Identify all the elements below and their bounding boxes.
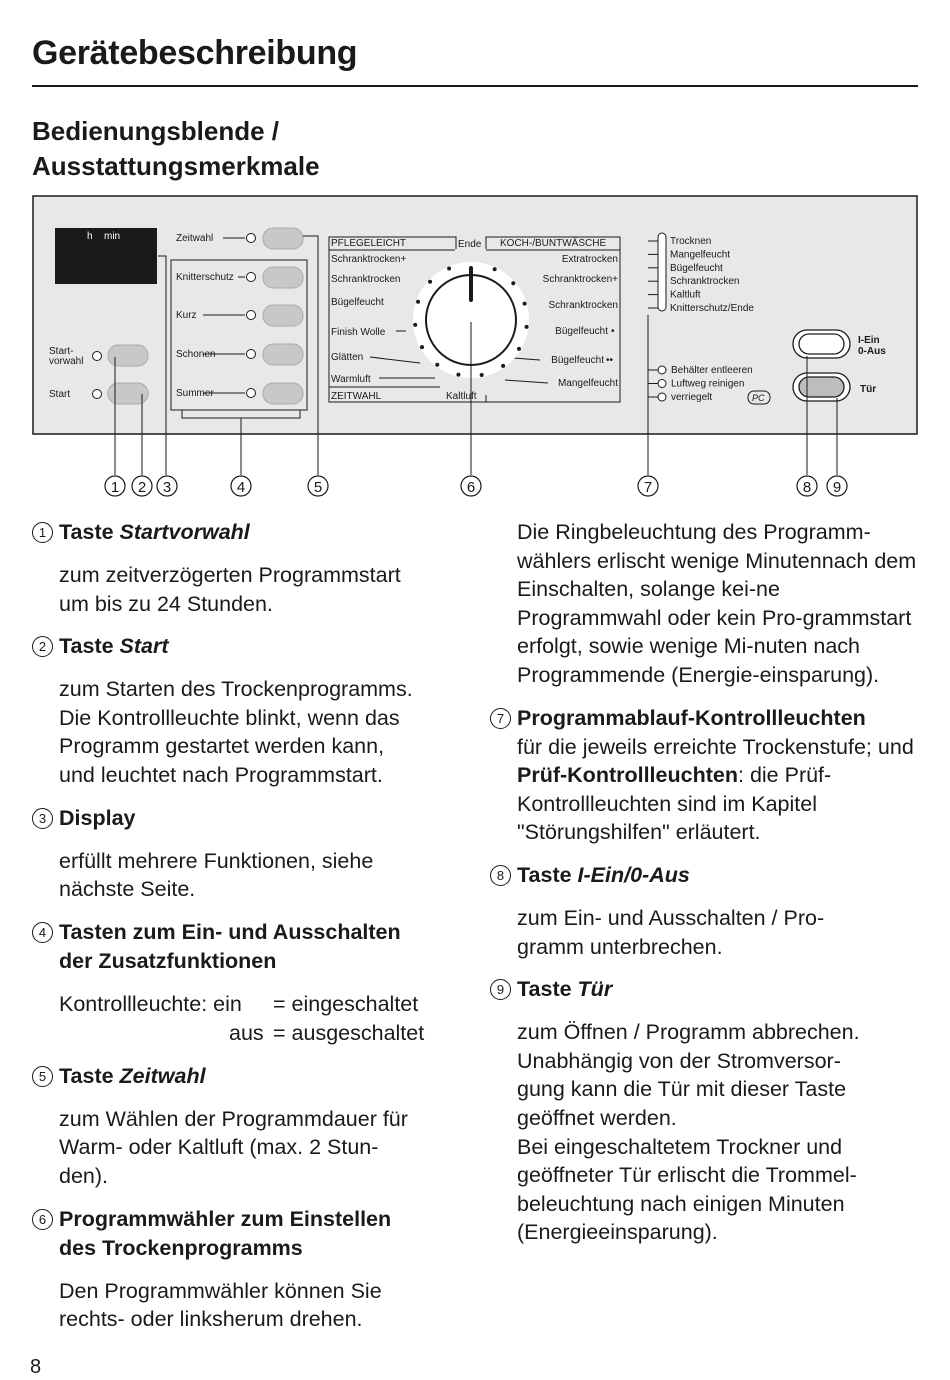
callout-number: 2 xyxy=(137,479,147,496)
display-hours-label: h xyxy=(87,231,93,242)
text-line: Unabhängig von der Stromversor- xyxy=(517,1048,841,1073)
check-label: Luftweg reinigen xyxy=(671,378,745,390)
function-indicator xyxy=(247,311,256,320)
pflegeleicht-item: Warmluft xyxy=(331,374,371,385)
check-indicator xyxy=(658,380,666,388)
section-title-line-2: Ausstattungsmerkmale xyxy=(32,151,320,181)
stage-label: Knitterschutz/Ende xyxy=(670,303,754,314)
legend-off-label: aus xyxy=(229,1020,264,1045)
check-indicator xyxy=(658,393,666,401)
item-body xyxy=(32,561,462,618)
legend-label: Kontrollleuchte: ein xyxy=(59,991,242,1016)
item-tuer: 9 Taste Tür zum Öffnen / Programm abbrechen. Unabhängig von der Stromversor- gung kann die Tür mit dieser Taste geöffnet werden. Bei eingeschaltetem Trockner und geöffneter Tür erlischt die Trommel- beleuchtung nach einigen Minuten (Energieeinsparung). xyxy=(490,975,925,1247)
koch-item: Extratrocken xyxy=(561,254,618,265)
function-indicator xyxy=(247,273,256,282)
section-title xyxy=(32,114,320,184)
text-line: grammstart erfolgt, sowie wenige Mi- xyxy=(517,605,912,659)
item-number: 5 xyxy=(32,1066,53,1087)
item-body: für die jeweils erreichte Trockenstufe; und Prüf-Kontrollleuchten: die Prüf-Kontrollleuchten sind im Kapitel "Störungshilfen" erläutert. xyxy=(517,734,914,845)
pflegeleicht-item: Finish Wolle xyxy=(331,327,386,338)
item-body xyxy=(32,675,462,789)
item-body xyxy=(490,904,925,961)
callout-number: 7 xyxy=(643,479,653,496)
control-panel-diagram xyxy=(0,190,950,500)
text-line: Programm gestartet werden kann, xyxy=(59,734,385,759)
text-line: Die Ringbeleuchtung des Programm- xyxy=(517,520,871,544)
item-number: 1 xyxy=(32,522,53,543)
page-number: 8 xyxy=(30,1356,42,1378)
koch-item: Bügelfeucht xyxy=(555,326,608,337)
kaltluft-label: Kaltluft xyxy=(446,391,477,402)
stage-label: Trocknen xyxy=(670,236,712,247)
door-button[interactable] xyxy=(799,377,844,397)
dial-position-dot xyxy=(413,323,417,327)
pflegeleicht-item: Schranktrocken xyxy=(331,274,401,285)
stage-label: Mangelfeucht xyxy=(670,249,731,261)
item-programmwaehler: 6 Programmwähler zum Einstellen des Trockenprogramms Den Programmwähler können Sie rechts- oder linksherum drehen. xyxy=(32,1205,462,1334)
text-line: Warm- oder Kaltluft (max. 2 Stun- xyxy=(59,1135,379,1160)
stage-label: Kaltluft xyxy=(670,289,701,301)
item-programmwaehler-continued xyxy=(490,518,925,690)
item-number: 9 xyxy=(490,979,511,1000)
item-number: 4 xyxy=(32,922,53,943)
dial-position-dot xyxy=(493,267,497,271)
function-button[interactable] xyxy=(263,383,303,404)
dial-position-dot xyxy=(416,300,420,304)
text-line: um bis zu 24 Stunden. xyxy=(59,591,273,616)
dial-position-dot xyxy=(525,325,529,329)
callout-numbers xyxy=(105,476,847,496)
pflegeleicht-item: Schranktrocken+ xyxy=(331,254,407,265)
text-line: geöffneter Tür erlischt die Trommel- xyxy=(517,1163,857,1188)
startvorwahl-label: Start- xyxy=(49,346,74,357)
text-line: erfüllt mehrere Funktionen, siehe xyxy=(59,848,374,873)
callout-number: 8 xyxy=(802,479,812,496)
pflegeleicht-item: Glätten xyxy=(331,352,364,363)
text-line: zum Öffnen / Programm abbrechen. xyxy=(517,1020,860,1045)
drop-icon: • xyxy=(611,326,615,337)
item-display: 3 Display erfüllt mehrere Funktionen, siehe nächste Seite. xyxy=(32,804,462,904)
text-line: den). xyxy=(59,1163,109,1188)
start-indicator xyxy=(93,390,102,399)
text-line: und leuchtet nach Programmstart. xyxy=(59,762,383,787)
ende-label: Ende xyxy=(458,239,482,250)
item-zeitwahl: 5 Taste Zeitwahl zum Wählen der Programmdauer für Warm- oder Kaltluft (max. 2 Stun- den). xyxy=(32,1062,462,1191)
item-number: 7 xyxy=(490,708,511,729)
text-line: beleuchtung nach einigen Minuten xyxy=(517,1191,845,1216)
item-zusatzfunktionen: 4 Tasten zum Ein- und Ausschalten der Zusatzfunktionen Kontrollleuchte: ein = eingeschaltet aus = ausgeschaltet xyxy=(32,918,462,1048)
function-button[interactable] xyxy=(263,267,303,288)
page-title: Gerätebeschreibung xyxy=(32,34,358,72)
item-body xyxy=(490,1018,925,1247)
text-line: Die Kontrollleuchte blinkt, wenn das xyxy=(59,705,400,730)
koch-item: Bügelfeucht xyxy=(551,355,604,366)
callout-number: 1 xyxy=(110,479,120,496)
startvorwahl-label-line2: vorwahl xyxy=(49,356,84,367)
start-label: Start xyxy=(49,389,71,400)
startvorwahl-indicator xyxy=(93,352,102,361)
text-line: nächste Seite. xyxy=(59,877,196,902)
pflegeleicht-header: PFLEGELEICHT xyxy=(331,238,407,249)
function-button[interactable] xyxy=(263,305,303,326)
section-title-line-1: Bedienungsblende / xyxy=(32,116,280,146)
koch-item: Schranktrocken+ xyxy=(542,274,618,285)
pc-badge: PC xyxy=(752,393,765,403)
item-number: 2 xyxy=(32,636,53,657)
door-label: Tür xyxy=(860,384,877,395)
item-start: 2 Taste Start zum Starten des Trockenprogramms. Die Kontrollleuchte blinkt, wenn das Programm gestartet werden kann, und leuchtet nach Programmstart. xyxy=(32,632,462,789)
item-number: 8 xyxy=(490,865,511,886)
item-number: 3 xyxy=(32,808,53,829)
function-label: Knitterschutz xyxy=(176,272,234,283)
function-label: Zeitwahl xyxy=(176,233,214,244)
function-button[interactable] xyxy=(263,344,303,365)
check-label: verriegelt xyxy=(671,392,713,403)
item-body xyxy=(32,847,462,904)
function-indicator xyxy=(247,234,256,243)
text-line: zum Wählen der Programmdauer für xyxy=(59,1106,408,1131)
text-line: Den Programmwähler können Sie xyxy=(59,1278,382,1303)
function-label: Kurz xyxy=(176,310,197,321)
legend-on: = eingeschaltet xyxy=(273,991,419,1016)
dial-position-dot xyxy=(456,373,460,377)
item-legend xyxy=(32,990,462,1048)
double-drop-icon: •• xyxy=(606,355,614,366)
power-label-line1: I-Ein xyxy=(858,335,880,346)
callout-number: 5 xyxy=(313,479,323,496)
function-indicator xyxy=(247,350,256,359)
dial-position-dot xyxy=(428,280,432,284)
koch-item: Schranktrocken xyxy=(548,300,618,311)
dial-position-dot xyxy=(523,302,527,306)
stage-label: Schranktrocken xyxy=(670,276,740,288)
text-line: zum zeitverzögerten Programmstart xyxy=(59,563,401,587)
koch-header: KOCH-/BUNTWÄSCHE xyxy=(500,238,607,249)
item-number: 6 xyxy=(32,1209,53,1230)
function-button[interactable] xyxy=(263,228,303,249)
item-body xyxy=(490,518,925,690)
dial-position-dot xyxy=(480,373,484,377)
callout-number: 3 xyxy=(162,479,172,496)
check-indicator xyxy=(658,366,666,374)
pflegeleicht-item: Bügelfeucht xyxy=(331,297,384,308)
check-label: Behälter entleeren xyxy=(671,365,753,376)
callout-number: 9 xyxy=(832,479,842,496)
left-column xyxy=(32,518,462,1348)
dial-position-dot xyxy=(435,363,439,367)
right-column xyxy=(490,518,925,1261)
title-rule xyxy=(32,85,918,87)
startvorwahl-button[interactable] xyxy=(108,345,148,366)
dial-position-dot xyxy=(447,266,451,270)
item-body xyxy=(32,1105,462,1191)
dial-position-dot xyxy=(517,347,521,351)
function-indicator xyxy=(247,389,256,398)
display-minutes-label: min xyxy=(104,231,121,242)
callout-number: 4 xyxy=(236,479,246,496)
dial-position-dot xyxy=(501,364,505,368)
function-label: Summer xyxy=(176,388,214,399)
dial-position-dot xyxy=(511,281,515,285)
item-startvorwahl: 1 Taste Startvorwahl zum zeitverzögerten Programmstart um bis zu 24 Stunden. xyxy=(32,518,462,618)
callout-number: 6 xyxy=(466,479,476,496)
text-line: zum Starten des Trockenprogramms. xyxy=(59,677,413,702)
item-body xyxy=(32,1277,462,1334)
power-button[interactable] xyxy=(799,334,844,354)
text-line: gung kann die Tür mit dieser Taste xyxy=(517,1077,847,1102)
text-line: wählers erlischt wenige Minuten xyxy=(517,548,822,573)
text-line: Bei eingeschaltetem Trockner und xyxy=(517,1134,843,1159)
koch-item: Mangelfeucht xyxy=(557,378,618,389)
text-line: einsparung). xyxy=(759,662,880,687)
dial-position-dot xyxy=(420,345,424,349)
text-line: ne Programmwahl oder kein Pro- xyxy=(517,577,803,630)
text-line: nach dem Einschalten, solange kei- xyxy=(517,548,917,602)
pflegeleicht-item: ZEITWAHL xyxy=(331,391,382,402)
text-line: zum Ein- und Ausschalten / Pro- xyxy=(517,905,825,930)
text-line: (Energieeinsparung). xyxy=(517,1220,718,1245)
text-line: gramm unterbrechen. xyxy=(517,934,723,959)
legend-off: = ausgeschaltet xyxy=(273,1020,425,1045)
power-label-line2: 0-Aus xyxy=(858,346,886,357)
text-line: rechts- oder linksherum drehen. xyxy=(59,1307,363,1332)
item-kontrollleuchten: 7 Programmablauf-Kontrollleuchten für die jeweils erreichte Trockenstufe; und Prüf-Kontrollleuchten: die Prüf-Kontrollleuchten sind im Kapitel "Störungshilfen" erläutert. xyxy=(490,704,925,847)
text-line: nuten nach Programmende (Energie- xyxy=(517,634,861,687)
stage-label: Bügelfeucht xyxy=(670,262,723,274)
item-ein-aus: 8 Taste I-Ein/0-Aus zum Ein- und Ausschalten / Pro- gramm unterbrechen. xyxy=(490,861,925,961)
text-line: geöffnet werden. xyxy=(517,1105,677,1130)
function-label: Schonen xyxy=(176,349,216,360)
